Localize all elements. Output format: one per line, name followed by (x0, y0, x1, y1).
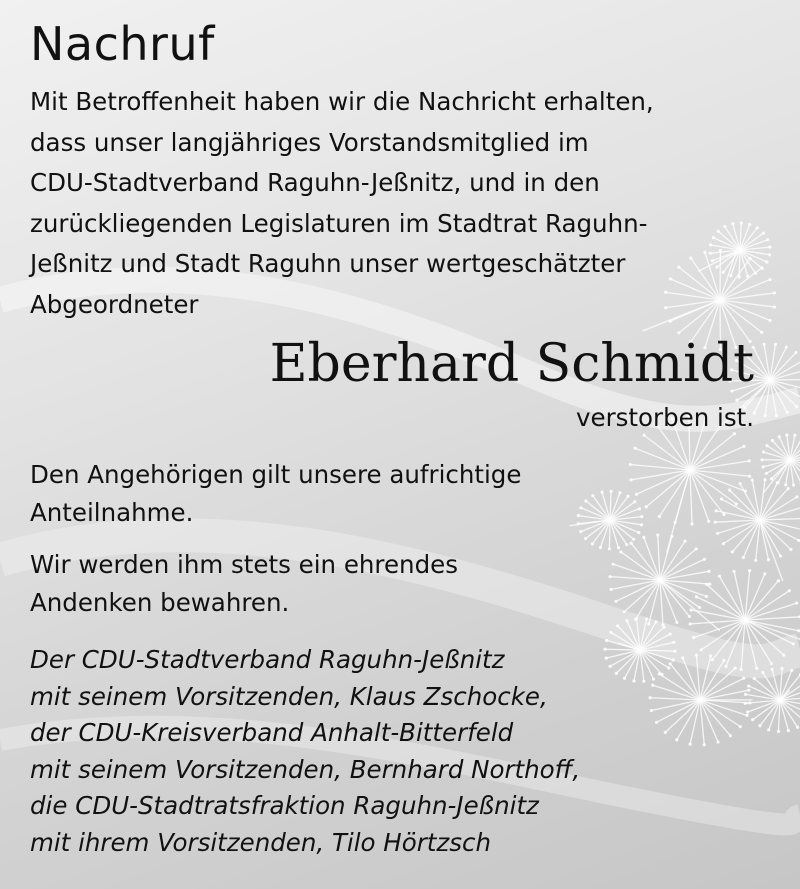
remembrance-line: Andenken bewahren. (30, 588, 290, 617)
intro-line: Mit Betroffenheit haben wir die Nachricht erhalten, (30, 87, 654, 116)
signature-line: Der CDU-Stadtverband Raguhn-Jeßnitz (30, 645, 505, 674)
condolence-line: Anteilnahme. (30, 498, 194, 527)
signature-line: mit ihrem Vorsitzenden, Tilo Hörtzsch (30, 827, 492, 857)
signature-line: mit seinem Vorsitzenden, Bernhard Northoff, (30, 754, 581, 784)
signature-line: die CDU-Stadtratsfraktion Raguhn-Jeßnitz (30, 791, 539, 820)
intro-line: zurückliegenden Legislaturen im Stadtrat Raguhn- (30, 208, 648, 238)
deceased-name: Eberhard Schmidt (269, 334, 754, 394)
signature-line: mit seinem Vorsitzenden, Klaus Zschocke, (30, 681, 548, 711)
signature-line: der CDU-Kreisverband Anhalt-Bitterfeld (30, 718, 514, 747)
intro-paragraph (30, 82, 770, 325)
deceased-suffix: verstorben ist. (576, 403, 754, 432)
signature-block (30, 642, 580, 861)
remembrance-line: Wir werden ihm stets ein ehrendes (30, 550, 458, 579)
condolence-line: Den Angehörigen gilt unsere aufrichtige (30, 460, 522, 489)
remembrance-paragraph (30, 546, 458, 622)
intro-line: Abgeordneter (30, 289, 199, 319)
condolence-paragraph (30, 456, 521, 532)
intro-line: Jeßnitz und Stadt Raguhn unser wertgeschätzter (30, 249, 626, 278)
intro-line: CDU-Stadtverband Raguhn-Jeßnitz, und in den (30, 168, 600, 197)
intro-line: dass unser langjähriges Vorstandsmitglied im (30, 127, 589, 157)
obituary-title: Nachruf (30, 17, 215, 71)
